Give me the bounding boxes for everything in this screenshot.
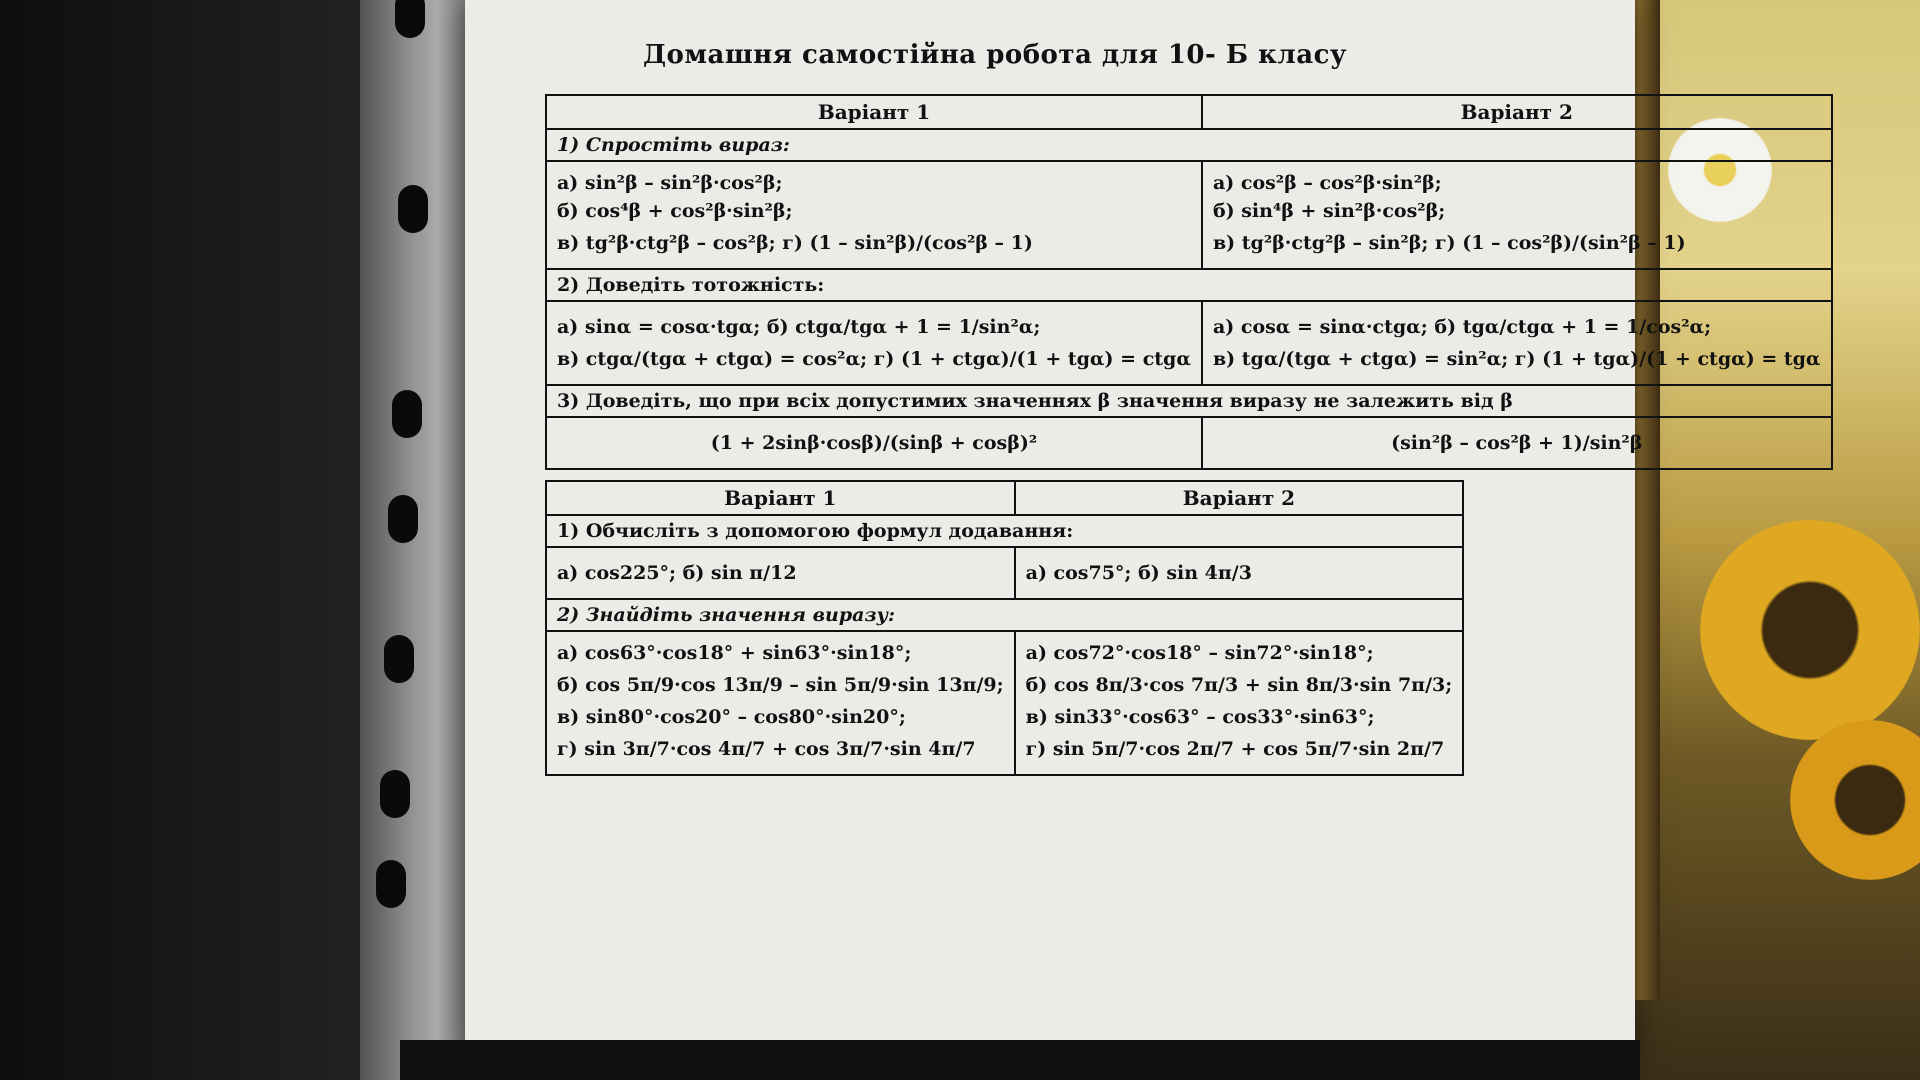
task-line: б) cos⁴β + cos²β·sin²β; — [557, 200, 793, 222]
punch-hole — [376, 860, 406, 908]
task-line: в) tg²β·ctg²β – cos²β; г) (1 – sin²β)/(cos²β – 1) — [557, 232, 1033, 254]
variant-2-cell — [1015, 631, 1464, 775]
task-row — [546, 631, 1463, 775]
punch-hole — [392, 390, 422, 438]
variant-1-cell — [546, 417, 1202, 469]
variant-1-cell — [546, 631, 1015, 775]
worksheet-title: Домашня самостійна робота для 10- Б класу — [642, 40, 1348, 70]
task-line: а) cos63°·cos18° + sin63°·sin18°; — [557, 642, 912, 664]
worksheet-content — [545, 40, 1821, 786]
table-header-row — [546, 481, 1463, 515]
section-heading-row — [546, 385, 1832, 417]
binder-bottom-edge — [400, 1040, 1640, 1080]
punch-hole — [388, 495, 418, 543]
task-line: а) cos225°; б) sin π/12 — [557, 562, 797, 584]
binder-sleeve — [360, 0, 470, 1080]
variant-2-cell — [1202, 301, 1832, 385]
variant-2-cell — [1202, 417, 1832, 469]
table-trig-identities — [545, 94, 1833, 470]
task-line: б) cos 8π/3·cos 7π/3 + sin 8π/3·sin 7π/3; — [1025, 674, 1453, 696]
task-line: в) ctgα/(tgα + ctgα) = cos²α; г) (1 + ctgα)/(1 + tgα) = ctgα — [557, 348, 1191, 370]
variant-1-cell — [546, 161, 1202, 269]
dark-background — [0, 0, 420, 1080]
header-variant-1: Варіант 1 — [546, 95, 1202, 129]
header-variant-1: Варіант 1 — [546, 481, 1015, 515]
header-variant-2: Варіант 2 — [1202, 95, 1832, 129]
section-heading: 1) Обчисліть з допомогою формул додавання: — [546, 515, 1463, 547]
task-line: в) sin33°·cos63° – cos33°·sin63°; — [1025, 706, 1375, 728]
task-line: а) cosα = sinα·ctgα; б) tgα/ctgα + 1 = 1/cos²α; — [1212, 316, 1712, 338]
task-line: а) cos75°; б) sin 4π/3 — [1025, 562, 1252, 584]
section-heading-row — [546, 269, 1832, 301]
task-row — [546, 547, 1463, 599]
section-heading: 2) Доведіть тотожність: — [546, 269, 1832, 301]
task-row — [546, 417, 1832, 469]
variant-2-cell — [1202, 161, 1832, 269]
worksheet-page — [465, 0, 1821, 1060]
section-heading-row — [546, 599, 1463, 631]
section-heading-row — [546, 515, 1463, 547]
task-line: в) tg²β·ctg²β – sin²β; г) (1 – cos²β)/(sin²β – 1) — [1212, 232, 1686, 254]
task-line: в) tgα/(tgα + ctgα) = sin²α; г) (1 + tgα)/(1 + ctgα) = tgα — [1212, 348, 1821, 370]
task-line: (1 + 2sinβ·cosβ)/(sinβ + cosβ)² — [710, 432, 1038, 454]
task-line: г) sin 3π/7·cos 4π/7 + cos 3π/7·sin 4π/7 — [557, 738, 976, 760]
sunflower — [1700, 520, 1920, 740]
header-variant-2: Варіант 2 — [1015, 481, 1464, 515]
task-line: б) cos 5π/9·cos 13π/9 – sin 5π/9·sin 13π/9; — [557, 674, 1004, 696]
task-line: (sin²β – cos²β + 1)/sin²β — [1391, 432, 1643, 454]
section-heading: 2) Знайдіть значення виразу: — [546, 599, 1463, 631]
task-line: б) sin⁴β + sin²β·cos²β; — [1212, 200, 1446, 222]
punch-hole — [380, 770, 410, 818]
section-heading-row — [546, 129, 1832, 161]
variant-1-cell — [546, 547, 1015, 599]
task-line: а) sinα = cosα·tgα; б) ctgα/tgα + 1 = 1/sin²α; — [557, 316, 1041, 338]
task-row — [546, 301, 1832, 385]
table-addition-formulas — [545, 480, 1464, 776]
task-row — [546, 161, 1832, 269]
table-header-row — [546, 95, 1832, 129]
punch-hole — [395, 0, 425, 38]
punch-hole — [398, 185, 428, 233]
task-line: а) sin²β – sin²β·cos²β; — [557, 172, 783, 194]
task-line: а) cos²β – cos²β·sin²β; — [1212, 172, 1442, 194]
task-line: а) cos72°·cos18° – sin72°·sin18°; — [1025, 642, 1374, 664]
task-line: г) sin 5π/7·cos 2π/7 + cos 5π/7·sin 2π/7 — [1025, 738, 1445, 760]
section-heading: 1) Спростіть вираз: — [546, 129, 1832, 161]
variant-1-cell — [546, 301, 1202, 385]
section-heading: 3) Доведіть, що при всіх допустимих значеннях β значення виразу не залежить від β — [546, 385, 1832, 417]
punch-hole — [384, 635, 414, 683]
variant-2-cell — [1015, 547, 1464, 599]
task-line: в) sin80°·cos20° – cos80°·sin20°; — [557, 706, 906, 728]
